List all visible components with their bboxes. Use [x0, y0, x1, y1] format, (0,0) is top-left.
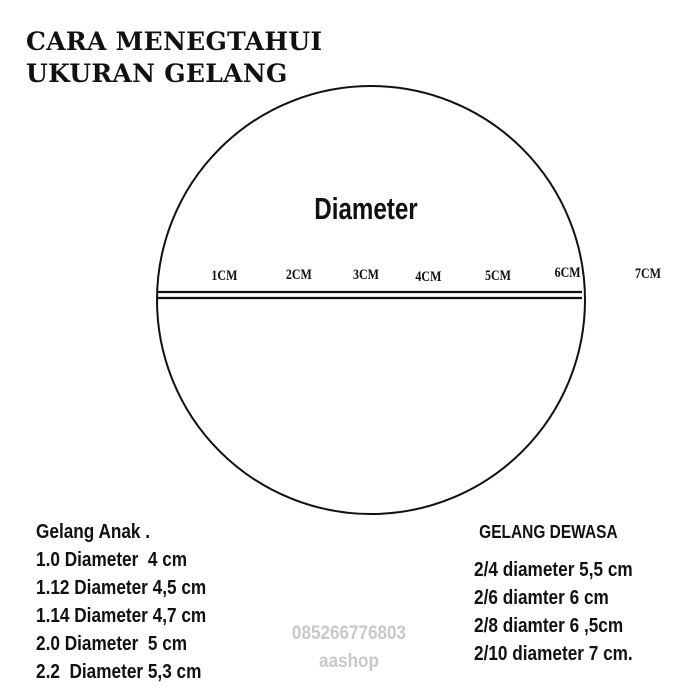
kids-size-list — [36, 518, 206, 686]
title-line-1: CARA MENEGTAHUI — [26, 27, 323, 56]
title-line-2: UKURAN GELANG — [26, 59, 288, 88]
adults-heading: GELANG DEWASA — [479, 522, 618, 542]
kids-size-item: 1.0 Diameter 4 cm — [36, 549, 188, 571]
ruler-labels — [211, 264, 661, 285]
watermark-shop: aashop — [319, 651, 379, 672]
ruler-label-6cm: 6CM — [554, 263, 581, 281]
adults-size-item: 2/10 diameter 7 cm. — [474, 643, 633, 665]
adults-size-list — [474, 518, 633, 668]
ruler-label-2cm: 2CM — [285, 265, 312, 283]
ruler-label-7cm: 7CM — [635, 264, 662, 282]
kids-heading: Gelang Anak . — [36, 521, 151, 543]
ruler-label-1cm: 1CM — [211, 266, 238, 284]
diameter-label: Diameter — [314, 191, 418, 226]
kids-size-item: 2.2 Diameter 5,3 cm — [36, 661, 202, 683]
watermark-phone: 085266776803 — [291, 623, 407, 644]
kids-size-item: 1.12 Diameter 4,5 cm — [36, 577, 207, 599]
kids-size-item: 1.14 Diameter 4,7 cm — [36, 605, 207, 627]
ruler-label-3cm: 3CM — [353, 265, 380, 283]
watermark — [273, 620, 426, 676]
bracelet-circle — [157, 86, 585, 514]
ruler-label-4cm: 4CM — [415, 267, 442, 285]
adults-size-item: 2/4 diameter 5,5 cm — [474, 559, 633, 581]
adults-size-item: 2/6 diamter 6 cm — [474, 587, 609, 609]
adults-size-item: 2/8 diamter 6 ,5cm — [474, 615, 624, 637]
ruler-label-5cm: 5CM — [485, 266, 512, 284]
kids-size-item: 2.0 Diameter 5 cm — [36, 633, 188, 655]
